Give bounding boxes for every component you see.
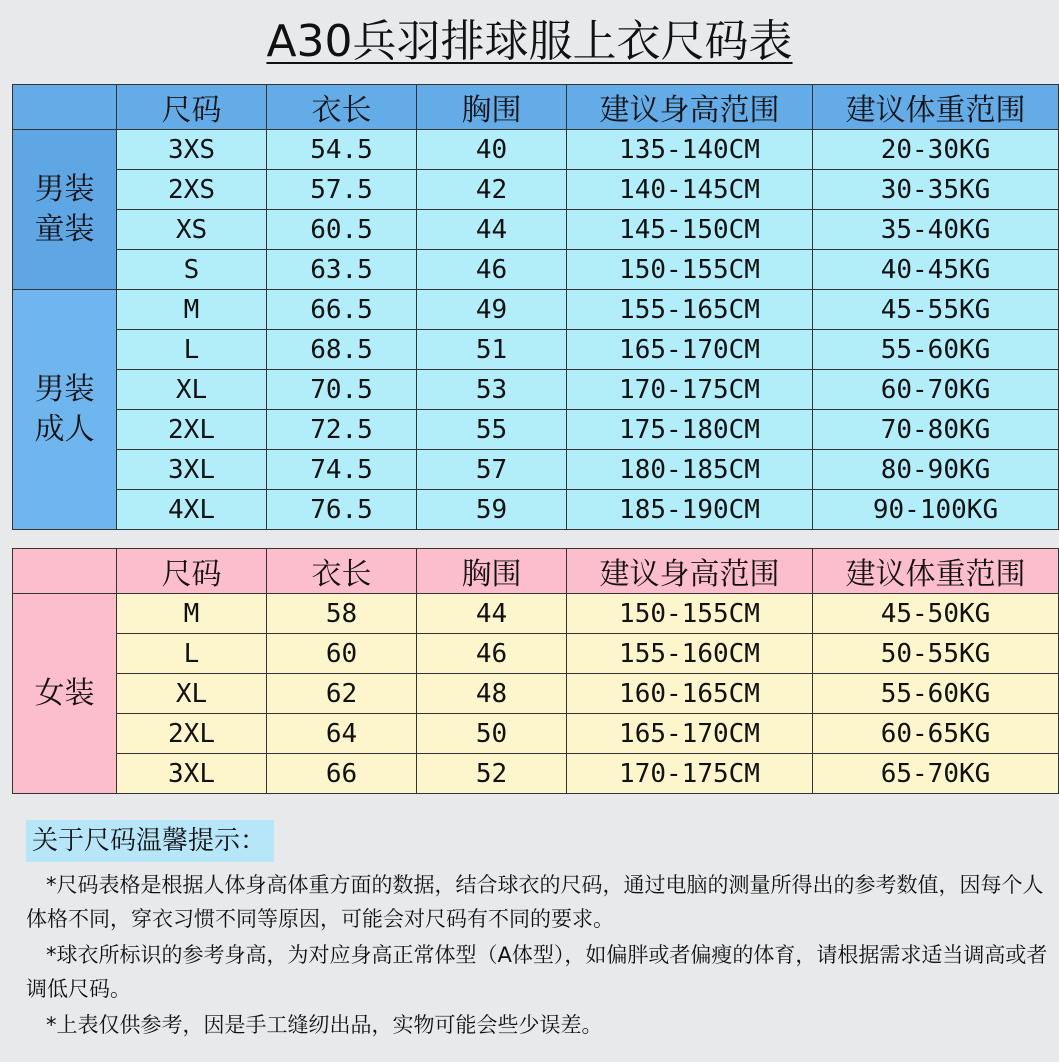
tip-note-text: *上表仅供参考，因是手工缝纫出品，实物可能会些少误差。 (46, 1013, 603, 1037)
table-row (13, 594, 1059, 634)
table-row (13, 250, 1059, 290)
table-cell: 72.5 (267, 410, 417, 450)
group-label: 男装 成人 (34, 371, 95, 447)
table-cell: XL (117, 370, 267, 410)
column-header: 衣长 (267, 85, 417, 130)
table-row (13, 490, 1059, 530)
table-cell: 165-170CM (567, 714, 813, 754)
table-cell: 59 (417, 490, 567, 530)
men-size-table (12, 84, 1059, 530)
table-cell: 55-60KG (813, 674, 1059, 714)
column-header: 建议体重范围 (813, 85, 1059, 130)
column-header: 建议身高范围 (567, 549, 813, 594)
header-corner-cell (13, 549, 117, 594)
table-cell: 185-190CM (567, 490, 813, 530)
page-title (0, 12, 1059, 72)
group-label: 男装 童装 (34, 171, 95, 247)
table-cell: 45-55KG (813, 290, 1059, 330)
table-cell: 60 (267, 634, 417, 674)
table-cell: 55-60KG (813, 330, 1059, 370)
table-cell: 52 (417, 754, 567, 794)
column-header: 胸围 (417, 85, 567, 130)
table-cell: 55 (417, 410, 567, 450)
table-cell: 64 (267, 714, 417, 754)
tips-title: 关于尺码温馨提示： (26, 820, 274, 862)
table-row (13, 290, 1059, 330)
table-cell: 63.5 (267, 250, 417, 290)
table-cell: 60-65KG (813, 714, 1059, 754)
table-cell: 68.5 (267, 330, 417, 370)
table-cell: 45-50KG (813, 594, 1059, 634)
tip-note-3 (26, 1008, 1056, 1042)
table-cell: 20-30KG (813, 130, 1059, 170)
table-cell: 46 (417, 634, 567, 674)
group-label-cell (13, 594, 117, 794)
column-header: 衣长 (267, 549, 417, 594)
table-cell: 66.5 (267, 290, 417, 330)
page-title-text: A30兵羽排球服上衣尺码表 (266, 16, 793, 67)
table-cell: 40-45KG (813, 250, 1059, 290)
table-row (13, 330, 1059, 370)
table-cell: 57.5 (267, 170, 417, 210)
group-label-cell (13, 130, 117, 290)
table-cell: 46 (417, 250, 567, 290)
table-cell: 42 (417, 170, 567, 210)
table-cell: 4XL (117, 490, 267, 530)
table-cell: 2XL (117, 714, 267, 754)
table-cell: 70-80KG (813, 410, 1059, 450)
table-cell: 90-100KG (813, 490, 1059, 530)
column-header: 建议身高范围 (567, 85, 813, 130)
table-row (13, 210, 1059, 250)
table-cell: 50-55KG (813, 634, 1059, 674)
table-cell: 54.5 (267, 130, 417, 170)
table-cell: 76.5 (267, 490, 417, 530)
table-cell: 160-165CM (567, 674, 813, 714)
table-cell: 140-145CM (567, 170, 813, 210)
column-header: 建议体重范围 (813, 549, 1059, 594)
table-row (13, 450, 1059, 490)
table-cell: 155-160CM (567, 634, 813, 674)
table-cell: 66 (267, 754, 417, 794)
table-row (13, 714, 1059, 754)
table-cell: 2XS (117, 170, 267, 210)
table-cell: 74.5 (267, 450, 417, 490)
table-cell: 60.5 (267, 210, 417, 250)
table-cell: M (117, 290, 267, 330)
table-row (13, 130, 1059, 170)
column-header: 尺码 (117, 549, 267, 594)
column-header: 尺码 (117, 85, 267, 130)
tip-note-2 (26, 938, 1056, 1006)
table-cell: 57 (417, 450, 567, 490)
table-cell: 48 (417, 674, 567, 714)
group-label-cell (13, 290, 117, 530)
table-cell: 58 (267, 594, 417, 634)
table-row (13, 370, 1059, 410)
table-cell: XL (117, 674, 267, 714)
table-cell: M (117, 594, 267, 634)
table-cell: 60-70KG (813, 370, 1059, 410)
table-cell: 40 (417, 130, 567, 170)
table-cell: 49 (417, 290, 567, 330)
table-cell: 3XL (117, 450, 267, 490)
table-cell: 65-70KG (813, 754, 1059, 794)
tip-note-text: *尺码表格是根据人体身高体重方面的数据，结合球衣的尺码，通过电脑的测量所得出的参考数值，因每个人体格不同，穿衣习惯不同等原因，可能会对尺码有不同的要求。 (26, 873, 1044, 931)
table-cell: 44 (417, 210, 567, 250)
table-row (13, 754, 1059, 794)
table-cell: L (117, 634, 267, 674)
table-cell: 150-155CM (567, 250, 813, 290)
table-cell: 175-180CM (567, 410, 813, 450)
table-row (13, 410, 1059, 450)
tip-note-text: *球衣所标识的参考身高，为对应身高正常体型（A体型），如偏胖或者偏瘦的体育，请根据需求适当调高或者调低尺码。 (26, 943, 1048, 1001)
table-cell: 150-155CM (567, 594, 813, 634)
table-row (13, 634, 1059, 674)
table-cell: 70.5 (267, 370, 417, 410)
table-cell: 53 (417, 370, 567, 410)
table-cell: 51 (417, 330, 567, 370)
table-cell: 135-140CM (567, 130, 813, 170)
table-cell: 3XL (117, 754, 267, 794)
table-cell: 2XL (117, 410, 267, 450)
table-cell: 155-165CM (567, 290, 813, 330)
column-header: 胸围 (417, 549, 567, 594)
table-row (13, 674, 1059, 714)
table-cell: 50 (417, 714, 567, 754)
table-cell: 170-175CM (567, 370, 813, 410)
table-cell: 80-90KG (813, 450, 1059, 490)
table-cell: 145-150CM (567, 210, 813, 250)
table-cell: XS (117, 210, 267, 250)
header-row (13, 549, 1059, 594)
table-cell: 35-40KG (813, 210, 1059, 250)
header-corner-cell (13, 85, 117, 130)
table-cell: L (117, 330, 267, 370)
table-cell: 30-35KG (813, 170, 1059, 210)
table-row (13, 170, 1059, 210)
table-cell: 165-170CM (567, 330, 813, 370)
table-cell: 62 (267, 674, 417, 714)
table-cell: 44 (417, 594, 567, 634)
women-size-table (12, 548, 1059, 794)
table-cell: 3XS (117, 130, 267, 170)
tip-note-1 (26, 868, 1056, 936)
header-row (13, 85, 1059, 130)
table-cell: 170-175CM (567, 754, 813, 794)
group-label: 女装 (34, 675, 95, 711)
table-cell: 180-185CM (567, 450, 813, 490)
table-cell: S (117, 250, 267, 290)
